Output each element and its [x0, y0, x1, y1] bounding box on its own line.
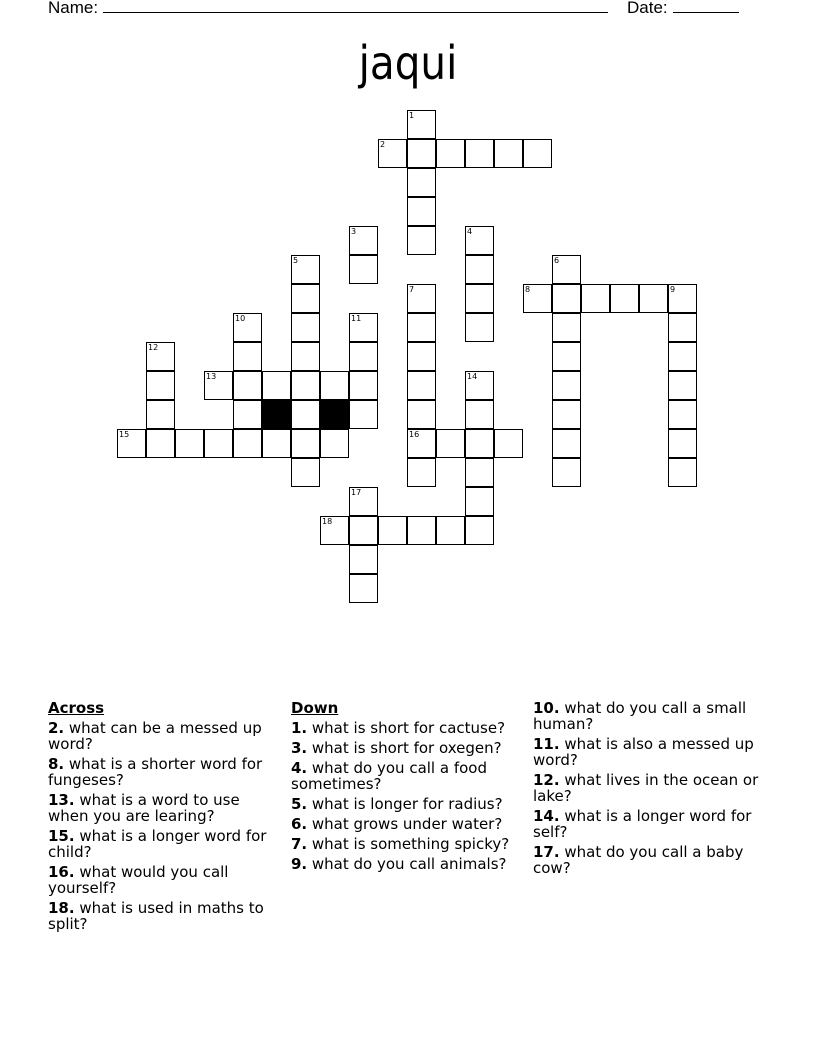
grid-cell[interactable] — [291, 313, 320, 342]
grid-cell[interactable] — [291, 342, 320, 371]
grid-cell[interactable] — [407, 313, 436, 342]
grid-cell[interactable] — [291, 458, 320, 487]
clue-number: 6 — [554, 256, 560, 265]
grid-cell[interactable] — [349, 487, 378, 516]
grid-cell[interactable] — [407, 139, 436, 168]
grid-cell[interactable] — [465, 226, 494, 255]
clue-number: 1 — [409, 111, 415, 120]
grid-cell[interactable] — [146, 429, 175, 458]
clue-number: 13. — [48, 791, 75, 809]
clue-number: 18. — [48, 899, 75, 917]
clue-text: what do you call animals? — [307, 855, 507, 873]
grid-cell[interactable] — [407, 168, 436, 197]
clue-text: what lives in the ocean or lake? — [533, 771, 759, 805]
grid-cell[interactable] — [465, 516, 494, 545]
down-cont-list — [533, 700, 763, 876]
clue-number: 15. — [48, 827, 75, 845]
clue-text: what is a shorter word for fungeses? — [48, 755, 263, 789]
clue-item — [48, 828, 278, 860]
clue-text: what do you call a small human? — [533, 699, 747, 733]
clue-text: what is a longer word for self? — [533, 807, 752, 841]
grid-cell[interactable] — [465, 487, 494, 516]
grid-cell[interactable] — [204, 371, 233, 400]
grid-cell[interactable] — [320, 429, 349, 458]
grid-cell[interactable] — [407, 458, 436, 487]
grid-cell[interactable] — [523, 139, 552, 168]
clue-number: 11. — [533, 735, 560, 753]
grid-cell[interactable] — [668, 342, 697, 371]
grid-cell[interactable] — [204, 429, 233, 458]
grid-cell[interactable] — [407, 197, 436, 226]
grid-cell[interactable] — [233, 313, 262, 342]
clue-text: what is longer for radius? — [307, 795, 503, 813]
clue-number: 10 — [235, 314, 246, 323]
clue-number: 15 — [119, 430, 130, 439]
clue-number: 14. — [533, 807, 560, 825]
down-clues — [291, 700, 516, 876]
clue-item — [533, 844, 763, 876]
grid-cell[interactable] — [349, 342, 378, 371]
grid-cell[interactable] — [320, 516, 349, 545]
grid-cell[interactable] — [349, 574, 378, 603]
grid-cell[interactable] — [291, 371, 320, 400]
clue-number: 3 — [351, 227, 357, 236]
grid-cell[interactable] — [262, 371, 291, 400]
grid-cell[interactable] — [233, 400, 262, 429]
clue-number: 2. — [48, 719, 65, 737]
grid-cell[interactable] — [407, 284, 436, 313]
clue-item — [48, 792, 278, 824]
grid-cell[interactable] — [291, 284, 320, 313]
grid-cell[interactable] — [146, 342, 175, 371]
grid-cell[interactable] — [349, 371, 378, 400]
grid-cell[interactable] — [668, 284, 697, 313]
grid-cell[interactable] — [494, 139, 523, 168]
grid-cell[interactable] — [117, 429, 146, 458]
grid-cell[interactable] — [523, 284, 552, 313]
grid-cell[interactable] — [233, 429, 262, 458]
clue-item — [291, 796, 516, 812]
grid-cell[interactable] — [349, 400, 378, 429]
clue-number: 9. — [291, 855, 308, 873]
grid-cell[interactable] — [552, 429, 581, 458]
grid-cell[interactable] — [378, 516, 407, 545]
clue-item — [291, 836, 516, 852]
clue-item — [291, 720, 516, 736]
grid-cell[interactable] — [291, 400, 320, 429]
grid-cell[interactable] — [349, 545, 378, 574]
clue-text: what do you call a food sometimes? — [291, 759, 487, 793]
grid-cell[interactable] — [291, 429, 320, 458]
down-heading: Down — [291, 699, 339, 717]
grid-cell[interactable] — [175, 429, 204, 458]
clue-number: 6. — [291, 815, 308, 833]
clue-text: what can be a messed up word? — [48, 719, 262, 753]
clue-number: 2 — [380, 140, 386, 149]
black-cell — [262, 400, 291, 429]
clue-item — [533, 772, 763, 804]
clue-number: 7 — [409, 285, 415, 294]
clue-item — [291, 816, 516, 832]
clue-number: 10. — [533, 699, 560, 717]
black-cell — [320, 400, 349, 429]
clue-text: what do you call a baby cow? — [533, 843, 744, 877]
clue-item — [291, 856, 516, 872]
grid-cell[interactable] — [552, 400, 581, 429]
down-list — [291, 720, 516, 872]
clue-number: 7. — [291, 835, 308, 853]
grid-cell[interactable] — [552, 284, 581, 313]
clue-number: 4. — [291, 759, 308, 777]
grid-cell[interactable] — [407, 400, 436, 429]
clue-number: 18 — [322, 517, 333, 526]
grid-cell[interactable] — [639, 284, 668, 313]
grid-cell[interactable] — [465, 139, 494, 168]
across-clues — [48, 700, 278, 936]
grid-cell[interactable] — [436, 429, 465, 458]
puzzle-title: jaqui — [358, 36, 458, 90]
name-label: Name: — [48, 0, 99, 17]
across-heading: Across — [48, 699, 105, 717]
clue-text: what is a word to use when you are learing? — [48, 791, 240, 825]
clue-number: 12. — [533, 771, 560, 789]
across-list — [48, 720, 278, 932]
clue-text: what grows under water? — [307, 815, 503, 833]
clue-number: 8. — [48, 755, 65, 773]
clue-number: 4 — [467, 227, 473, 236]
grid-cell[interactable] — [407, 371, 436, 400]
clue-item — [533, 736, 763, 768]
grid-cell[interactable] — [465, 458, 494, 487]
grid-cell[interactable] — [407, 342, 436, 371]
clue-text: what is used in maths to split? — [48, 899, 264, 933]
clue-item — [48, 900, 278, 932]
clue-item — [533, 700, 763, 732]
clue-number: 5. — [291, 795, 308, 813]
grid-cell[interactable] — [668, 371, 697, 400]
grid-cell[interactable] — [581, 284, 610, 313]
grid-cell[interactable] — [146, 400, 175, 429]
grid-cell[interactable] — [349, 255, 378, 284]
grid-cell[interactable] — [465, 429, 494, 458]
grid-cell[interactable] — [668, 313, 697, 342]
grid-cell[interactable] — [465, 371, 494, 400]
grid-cell[interactable] — [407, 516, 436, 545]
clue-text: what is also a messed up word? — [533, 735, 754, 769]
grid-cell[interactable] — [465, 313, 494, 342]
grid-cell[interactable] — [407, 429, 436, 458]
grid-cell[interactable] — [552, 342, 581, 371]
grid-cell[interactable] — [349, 313, 378, 342]
clue-number: 1. — [291, 719, 308, 737]
clue-item — [48, 720, 278, 752]
grid-cell[interactable] — [146, 371, 175, 400]
grid-cell[interactable] — [668, 429, 697, 458]
clue-item — [48, 864, 278, 896]
grid-cell[interactable] — [668, 458, 697, 487]
grid-cell[interactable] — [436, 516, 465, 545]
clue-item — [533, 808, 763, 840]
grid-cell[interactable] — [262, 429, 291, 458]
clue-text: what is short for oxegen? — [307, 739, 502, 757]
clue-text: what is short for cactuse? — [307, 719, 506, 737]
grid-cell[interactable] — [320, 371, 349, 400]
clue-number: 8 — [525, 285, 531, 294]
grid-cell[interactable] — [233, 342, 262, 371]
clue-number: 16 — [409, 430, 420, 439]
clue-number: 17 — [351, 488, 362, 497]
clue-number: 11 — [351, 314, 362, 323]
grid-cell[interactable] — [436, 139, 465, 168]
clue-text: what is something spicky? — [307, 835, 510, 853]
clue-text: what is a longer word for child? — [48, 827, 267, 861]
clue-number: 16. — [48, 863, 75, 881]
grid-cell[interactable] — [552, 371, 581, 400]
grid-cell[interactable] — [465, 284, 494, 313]
clue-item — [291, 760, 516, 792]
grid-cell[interactable] — [407, 110, 436, 139]
grid-cell[interactable] — [233, 371, 262, 400]
grid-cell[interactable] — [349, 516, 378, 545]
grid-cell[interactable] — [378, 139, 407, 168]
clue-item — [291, 740, 516, 756]
clue-number: 17. — [533, 843, 560, 861]
grid-cell[interactable] — [291, 255, 320, 284]
grid-cell[interactable] — [349, 226, 378, 255]
clue-number: 5 — [293, 256, 299, 265]
grid-cell[interactable] — [610, 284, 639, 313]
clue-item — [48, 756, 278, 788]
grid-cell[interactable] — [465, 255, 494, 284]
clue-number: 14 — [467, 372, 478, 381]
clue-text: what would you call yourself? — [48, 863, 229, 897]
clue-number: 3. — [291, 739, 308, 757]
grid-cell[interactable] — [668, 400, 697, 429]
clue-number: 12 — [148, 343, 159, 352]
grid-cell[interactable] — [552, 458, 581, 487]
clue-number: 13 — [206, 372, 217, 381]
down-clues-continued — [533, 700, 763, 880]
grid-cell[interactable] — [465, 400, 494, 429]
clue-number: 9 — [670, 285, 676, 294]
date-label: Date: — [627, 0, 668, 17]
grid-cell[interactable] — [407, 226, 436, 255]
grid-cell[interactable] — [494, 429, 523, 458]
grid-cell[interactable] — [552, 255, 581, 284]
grid-cell[interactable] — [552, 313, 581, 342]
